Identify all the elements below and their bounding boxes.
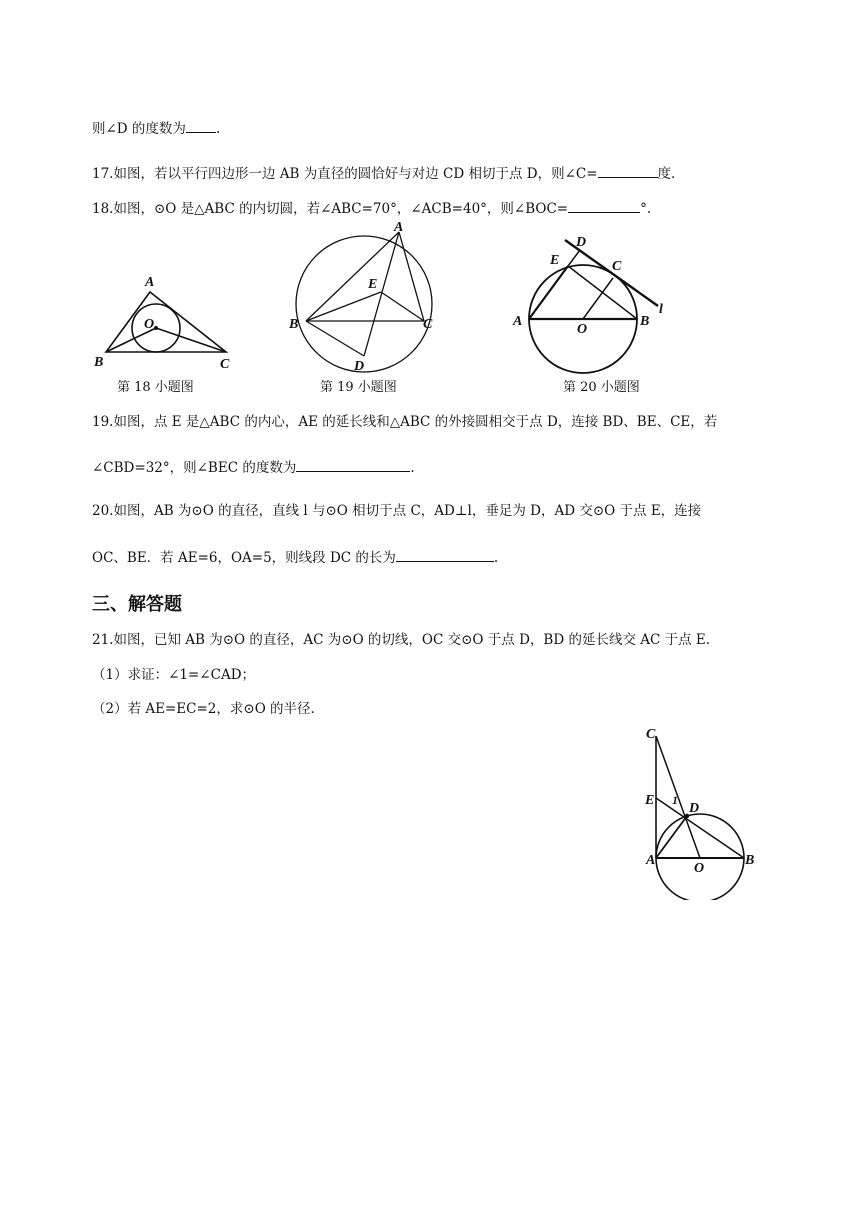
q19-line2 bbox=[92, 457, 415, 477]
fig21-label-c: C bbox=[646, 727, 656, 742]
fig18-label-o: O bbox=[144, 317, 155, 332]
q21-line1: 21.如图，已知 AB 为⊙O 的直径，AC 为⊙O 的切线，OC 交⊙O 于点 D，BD 的延长线交 AC 于点 E. bbox=[92, 632, 711, 648]
figure-21 bbox=[640, 724, 762, 900]
fig19-circumcircle bbox=[296, 236, 432, 372]
fig20-label-d: D bbox=[576, 235, 587, 250]
fig20-label-e: E bbox=[550, 253, 560, 268]
q18-end: °. bbox=[640, 201, 652, 217]
q16-answer-blank[interactable] bbox=[186, 118, 216, 133]
fig21-label-a: A bbox=[646, 853, 656, 868]
fig18-center-dot bbox=[154, 326, 158, 330]
fig18-label-c: C bbox=[220, 357, 230, 372]
fig20-segment-oc bbox=[583, 278, 613, 319]
fig18-segment-oc bbox=[156, 328, 226, 352]
caption-fig19: 第 19 小题图 bbox=[320, 380, 397, 395]
fig20-label-a: A bbox=[513, 314, 523, 329]
q20-answer-blank[interactable] bbox=[396, 547, 494, 562]
fig19-label-a: A bbox=[394, 220, 404, 235]
q20-line2 bbox=[92, 547, 498, 567]
fig20-segment-ae bbox=[529, 266, 568, 319]
fig21-segment-be bbox=[656, 798, 744, 858]
fig19-label-c: C bbox=[423, 317, 433, 332]
q19-end: . bbox=[410, 460, 415, 476]
fig19-side-ab bbox=[306, 232, 399, 321]
q19-answer-blank[interactable] bbox=[296, 457, 410, 472]
q16-end: . bbox=[215, 121, 221, 137]
q21-part1: （1）求证：∠1=∠CAD； bbox=[92, 667, 256, 683]
fig20-label-o: O bbox=[577, 322, 588, 337]
figure-19 bbox=[284, 218, 449, 378]
q20-line1: 20.如图，AB 为⊙O 的直径，直线 l 与⊙O 相切于点 C，AD⊥l，垂足为 D，AD 交⊙O 于点 E，连接 bbox=[92, 503, 702, 519]
section-heading: 三、解答题 bbox=[92, 594, 182, 615]
fig19-label-d: D bbox=[354, 359, 365, 374]
q17-answer-blank[interactable] bbox=[598, 163, 658, 178]
q20-end: . bbox=[493, 550, 499, 566]
fig18-label-a: A bbox=[145, 275, 155, 290]
q19-text: ∠CBD=32°，则∠BEC 的度数为 bbox=[92, 460, 297, 476]
fig19-label-b: B bbox=[289, 317, 299, 332]
fig21-label-d: D bbox=[689, 801, 700, 816]
q20-text: OC、BE．若 AE=6，OA=5，则线段 DC 的长为 bbox=[92, 550, 396, 566]
caption-fig20: 第 20 小题图 bbox=[563, 380, 640, 395]
fig21-segment-oc bbox=[656, 736, 700, 858]
q21-part2: （2）若 AE=EC=2，求⊙O 的半径. bbox=[92, 701, 315, 717]
q17 bbox=[92, 163, 675, 183]
fig19-segment-ad bbox=[364, 232, 399, 356]
q17-end: 度. bbox=[657, 166, 676, 182]
caption-fig18: 第 18 小题图 bbox=[117, 380, 194, 395]
q17-text: 17.如图，若以平行四边形一边 AB 为直径的圆恰好与对边 CD 相切于点 D，则∠C= bbox=[92, 166, 598, 182]
q18 bbox=[92, 198, 651, 218]
fig19-segment-be bbox=[306, 292, 381, 321]
q16-text: 则∠D 的度数为 bbox=[92, 121, 186, 137]
fig21-label-angle1: 1 bbox=[672, 793, 678, 807]
fig19-label-e: E bbox=[368, 277, 378, 292]
fig20-segment-ed bbox=[568, 250, 580, 266]
fig20-label-c: C bbox=[612, 259, 622, 274]
fig18-label-b: B bbox=[94, 355, 104, 370]
figure-20 bbox=[508, 232, 680, 378]
q18-answer-blank[interactable] bbox=[568, 198, 640, 213]
fig21-label-e: E bbox=[645, 793, 655, 808]
fig20-label-b: B bbox=[640, 314, 650, 329]
q18-text: 18.如图，⊙O 是△ABC 的内切圆，若∠ABC=70°，∠ACB=40°，则∠BOC= bbox=[92, 201, 569, 217]
fig20-label-l: l bbox=[659, 302, 663, 317]
fig19-side-ac bbox=[399, 232, 424, 321]
q16-tail bbox=[92, 118, 220, 138]
fig21-label-o: O bbox=[694, 861, 705, 876]
figure-18 bbox=[88, 268, 248, 376]
fig21-label-b: B bbox=[745, 853, 755, 868]
q19-line1: 19.如图，点 E 是△ABC 的内心，AE 的延长线和△ABC 的外接圆相交于点 D，连接 BD、BE、CE，若 bbox=[92, 414, 718, 430]
